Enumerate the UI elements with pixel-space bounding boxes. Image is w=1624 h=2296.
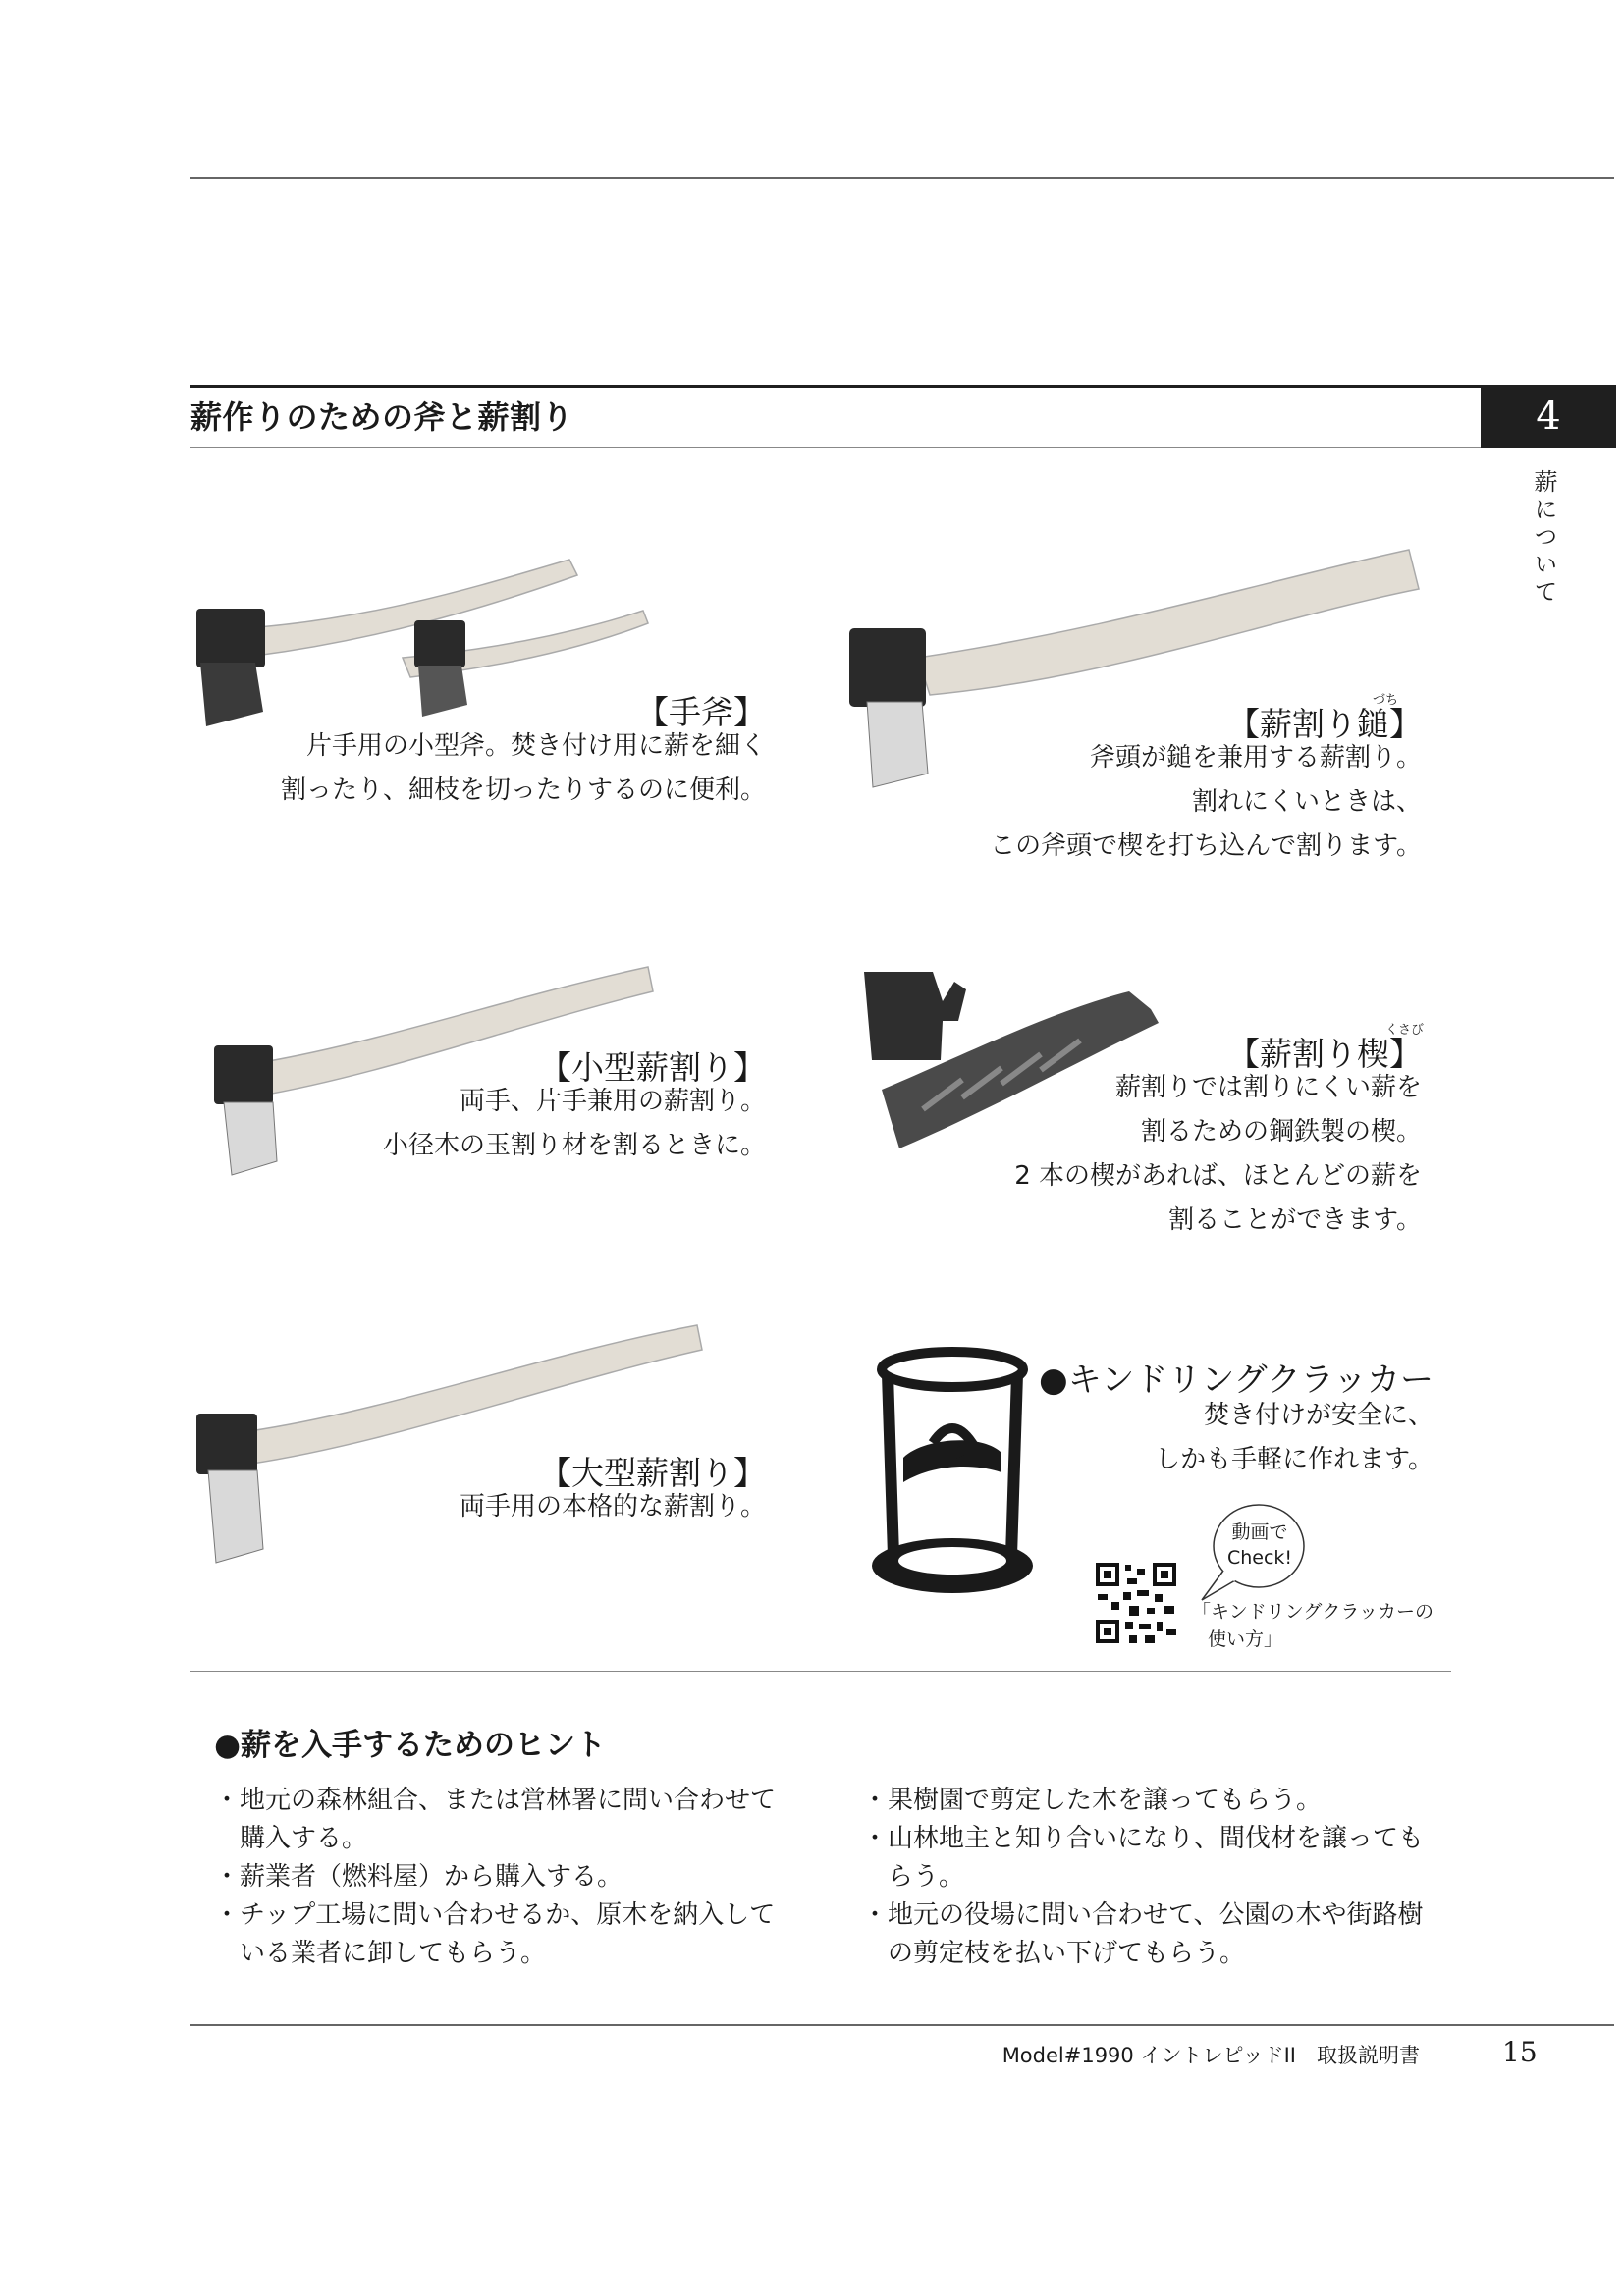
small-splitting-axe-desc-line: 小径木の玉割り材を割るときに。 [382, 1131, 766, 1160]
splitting-wedge-desc-line: 割るための鋼鉄製の楔。 [1140, 1117, 1422, 1147]
footer-model: Model#1990 イントレピッドII 取扱説明書 [1001, 2044, 1420, 2067]
small-splitting-axe-desc-line: 両手、片手兼用の薪割り。 [459, 1087, 766, 1116]
list-item: ・薪業者（燃料屋）から購入する。 [214, 1862, 623, 1892]
splitting-maul-desc [990, 736, 1422, 869]
top-rule [190, 177, 1614, 179]
kindling-cracker-desc [1155, 1394, 1434, 1482]
large-splitting-axe-name: 【大型薪割り】 [539, 1454, 766, 1492]
hints-title: ●薪を入手するためのヒント [214, 1728, 607, 1763]
large-splitting-axe-image [187, 1315, 717, 1571]
hand-axe-desc [281, 724, 766, 813]
splitting-maul-desc-line: 割れにくいときは、 [1191, 787, 1422, 817]
chapter-number: 4 [1481, 385, 1616, 448]
list-item: ・地元の役場に問い合わせて、公園の木や街路樹の剪定枝を払い下げてもらう。 [862, 1900, 1424, 1968]
large-splitting-axe-desc [460, 1485, 766, 1529]
speech-bubble-line: 動画で [1231, 1522, 1288, 1543]
section-header-top-rule [190, 385, 1481, 388]
chapter-label: 薪について [1530, 469, 1557, 607]
list-item: ・果樹園で剪定した木を譲ってもらう。 [862, 1786, 1323, 1815]
speech-bubble-line: Check! [1226, 1547, 1293, 1569]
page-number: 15 [1502, 2036, 1538, 2068]
list-item: ・チップ工場に問い合わせるか、原木を納入している業者に卸してもらう。 [214, 1900, 776, 1968]
section-header-bottom-rule [190, 447, 1481, 448]
hand-axe-desc-line: 片手用の小型斧。焚き付け用に薪を細く [305, 731, 766, 761]
splitting-maul-name: 【薪割り鎚】 [1227, 705, 1422, 743]
splitting-wedge-desc-line: 2 本の楔があれば、ほとんどの薪を [1014, 1161, 1422, 1191]
small-splitting-axe-desc [383, 1080, 766, 1168]
list-item: ・地元の森林組合、または営林署に問い合わせて購入する。 [214, 1786, 777, 1853]
splitting-wedge-desc [1014, 1066, 1422, 1243]
hints-right-list [862, 1782, 1426, 1973]
hints-divider [190, 1671, 1451, 1672]
kindling-cracker-desc-line: しかも手軽に作れます。 [1155, 1445, 1434, 1474]
list-item: ・山林地主と知り合いになり、間伐材を譲ってもらう。 [862, 1824, 1425, 1892]
qr-caption-line: 「キンドリングクラッカーの [1192, 1601, 1435, 1623]
kindling-cracker-desc-line: 焚き付けが安全に、 [1203, 1401, 1434, 1430]
qr-code[interactable] [1094, 1561, 1178, 1645]
small-splitting-axe-name: 【小型薪割り】 [539, 1048, 766, 1087]
large-splitting-axe-desc-line: 両手用の本格的な薪割り。 [459, 1492, 766, 1522]
splitting-maul-desc-line: 斧頭が鎚を兼用する薪割り。 [1089, 743, 1422, 773]
splitting-wedge-name: 【薪割り楔】 [1227, 1035, 1422, 1073]
splitting-wedge-desc-line: 薪割りでは割りにくい薪を [1114, 1073, 1422, 1102]
speech-bubble-text [1218, 1520, 1302, 1571]
hand-axe-desc-line: 割ったり、細枝を切ったりするのに便利。 [280, 775, 766, 805]
hand-axe-name: 【手斧】 [636, 693, 766, 731]
splitting-maul-desc-line: この斧頭で楔を打ち込んで割ります。 [990, 831, 1422, 861]
kindling-cracker-title: ●キンドリングクラッカー [1039, 1361, 1434, 1400]
splitting-maul-ruby: づち [1373, 693, 1399, 708]
hints-left-list [214, 1782, 778, 1973]
qr-caption [1192, 1598, 1434, 1653]
kindling-cracker-image [864, 1345, 1041, 1600]
splitting-wedge-ruby: くさび [1385, 1023, 1425, 1038]
footer-rule [190, 2024, 1614, 2026]
qr-caption-line: 使い方」 [1208, 1629, 1283, 1650]
section-title: 薪作りのための斧と薪割り [190, 399, 574, 436]
splitting-wedge-desc-line: 割ることができます。 [1168, 1205, 1422, 1235]
